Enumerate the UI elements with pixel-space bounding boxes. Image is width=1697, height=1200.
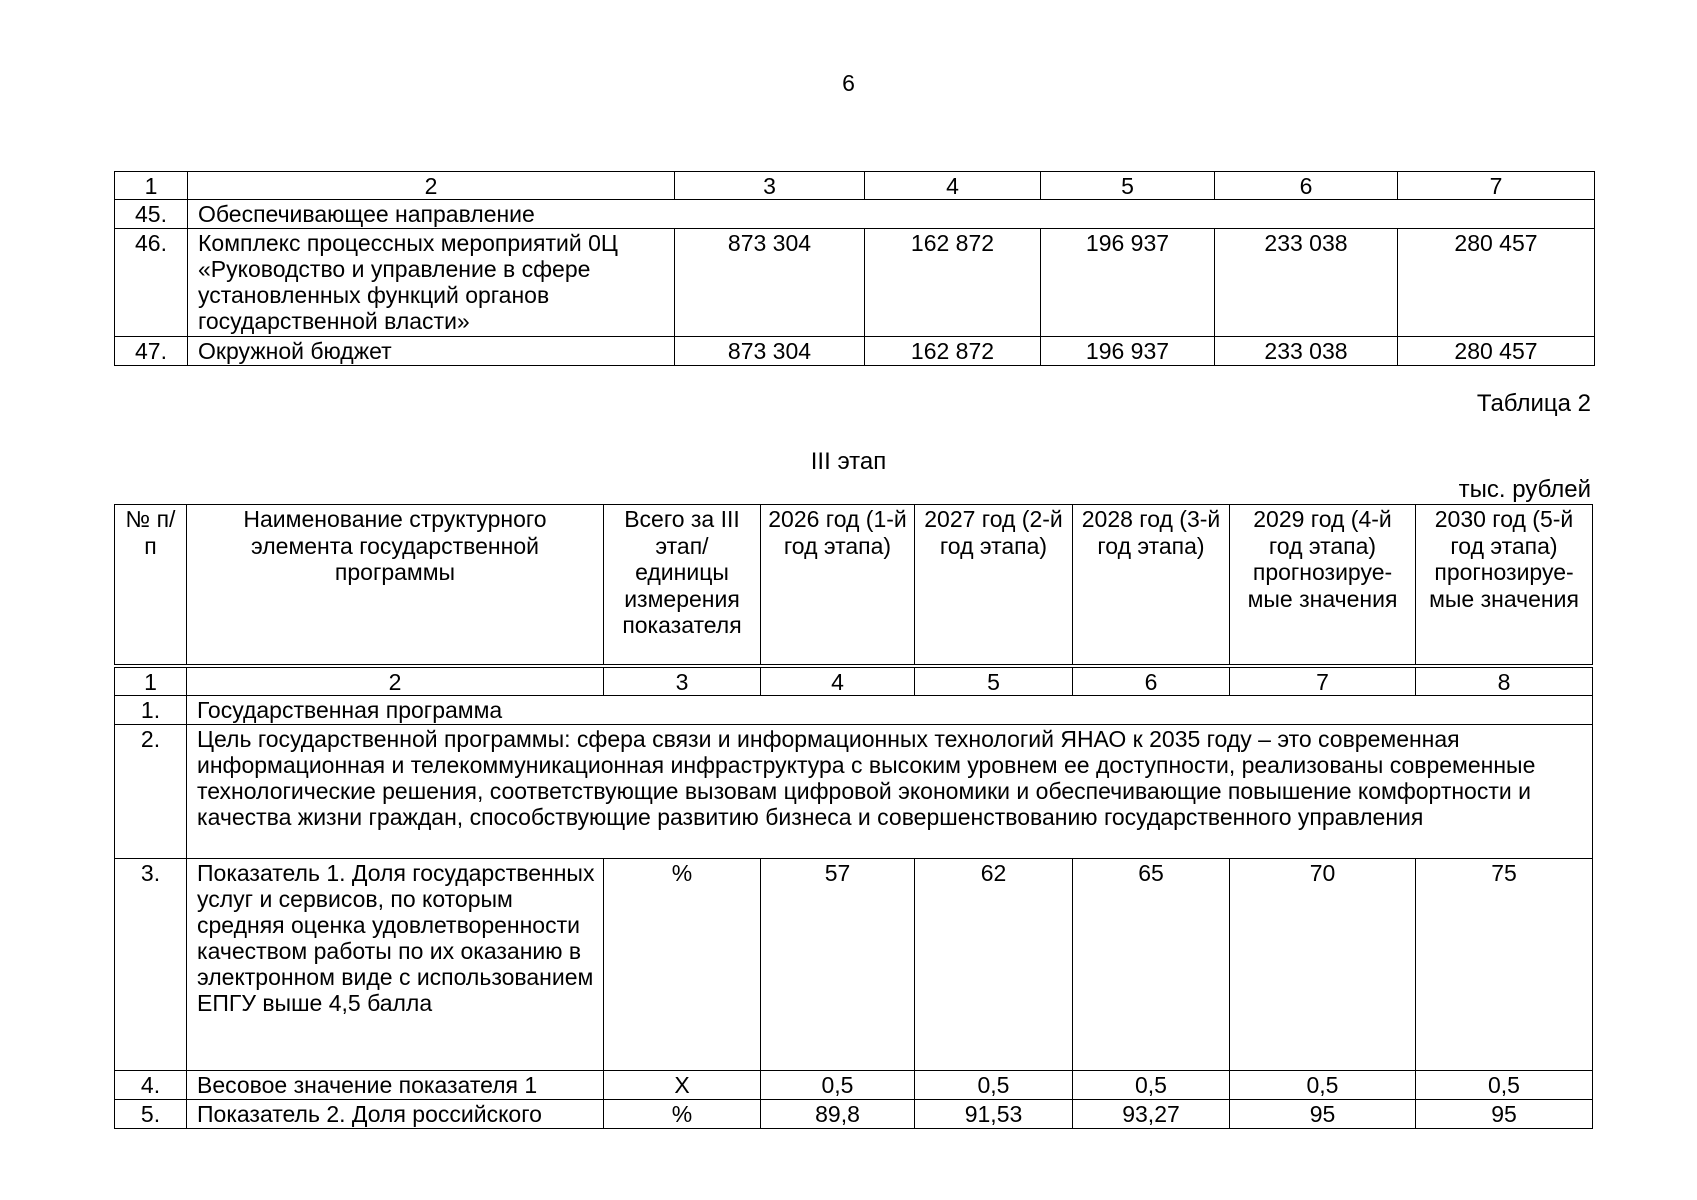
value-cell: 0,5 xyxy=(1416,1071,1593,1100)
row-number: 1. xyxy=(115,696,187,725)
row-number: 4. xyxy=(115,1071,187,1100)
header-cell: 6 xyxy=(1215,172,1398,200)
value-cell: 233 038 xyxy=(1215,337,1398,366)
value-cell: 0,5 xyxy=(1230,1071,1416,1100)
column-number: 3 xyxy=(604,668,761,696)
program-label: Государственная программа xyxy=(187,696,1593,725)
row-number: 5. xyxy=(115,1100,187,1129)
value-cell: 57 xyxy=(761,859,915,1071)
table-row xyxy=(115,1071,1593,1100)
table-row xyxy=(115,696,1593,725)
value-cell: 162 872 xyxy=(865,337,1041,366)
value-cell: 196 937 xyxy=(1041,229,1215,337)
table-row xyxy=(115,725,1593,859)
table-stage-iii-header xyxy=(114,504,1593,665)
row-number: 45. xyxy=(115,200,188,229)
value-cell: 280 457 xyxy=(1398,337,1595,366)
value-cell: 0,5 xyxy=(915,1071,1073,1100)
column-number: 6 xyxy=(1073,668,1230,696)
header-cell-2028: 2028 год (3-й год этапа) xyxy=(1073,505,1230,665)
column-number: 5 xyxy=(915,668,1073,696)
header-cell-number: № п/п xyxy=(115,505,187,665)
header-cell: 5 xyxy=(1041,172,1215,200)
value-cell: 91,53 xyxy=(915,1100,1073,1129)
value-cell: 89,8 xyxy=(761,1100,915,1129)
header-cell-2026: 2026 год (1-й год этапа) xyxy=(761,505,915,665)
table-row xyxy=(115,859,1593,1071)
value-cell: 233 038 xyxy=(1215,229,1398,337)
header-cell-2027: 2027 год (2-й год этапа) xyxy=(915,505,1073,665)
stage-title: III этап xyxy=(810,448,887,475)
value-cell: 75 xyxy=(1416,859,1593,1071)
units-label: тыс. рублей xyxy=(1458,476,1591,503)
column-number: 1 xyxy=(115,668,187,696)
goal-text: Цель государственной программы: сфера связи и информационных технологий ЯНАО к 2035 году – это современная информационная и телекоммуникационная инфраструктура с высоким уровнем ее доступности, реализованы современные технологические решения, соответствующие вызовам цифровой экономики и обеспечивающие повышение комфортности и качества жизни граждан, способствующие развитию бизнеса и совершенствованию государственного управления xyxy=(187,725,1593,859)
table-row xyxy=(115,1100,1593,1129)
row-name: Окружной бюджет xyxy=(188,337,675,366)
value-cell: 95 xyxy=(1416,1100,1593,1129)
table-caption: Таблица 2 xyxy=(1476,390,1591,417)
value-cell: 95 xyxy=(1230,1100,1416,1129)
value-cell: 0,5 xyxy=(761,1071,915,1100)
unit-cell: Х xyxy=(604,1071,761,1100)
header-cell-2029: 2029 год (4-й год этапа) прогнозируе-мые значения xyxy=(1230,505,1416,665)
header-row xyxy=(115,505,1593,665)
column-number: 7 xyxy=(1230,668,1416,696)
row-name: Комплекс процессных мероприятий 0Ц «Руководство и управление в сфере установленных функций органов государственной власти» xyxy=(188,229,675,337)
column-number: 8 xyxy=(1416,668,1593,696)
column-number: 4 xyxy=(761,668,915,696)
header-cell: 1 xyxy=(115,172,188,200)
value-cell: 873 304 xyxy=(675,337,865,366)
row-name: Показатель 1. Доля государственных услуг и сервисов, по которым средняя оценка удовлетворенности качеством работы по их оказанию в электронном виде с использованием ЕПГУ выше 4,5 балла xyxy=(187,859,604,1071)
row-number: 46. xyxy=(115,229,188,337)
unit-cell: % xyxy=(604,1100,761,1129)
value-cell: 93,27 xyxy=(1073,1100,1230,1129)
column-number-row xyxy=(115,668,1593,696)
page-number: 6 xyxy=(842,70,855,96)
row-number: 2. xyxy=(115,725,187,859)
value-cell: 70 xyxy=(1230,859,1416,1071)
column-number-row xyxy=(115,172,1595,200)
header-cell: 7 xyxy=(1398,172,1595,200)
header-cell: 4 xyxy=(865,172,1041,200)
value-cell: 62 xyxy=(915,859,1073,1071)
table-stage-iii xyxy=(114,667,1593,1129)
row-name: Весовое значение показателя 1 xyxy=(187,1071,604,1100)
value-cell: 0,5 xyxy=(1073,1071,1230,1100)
table-stage-ii-continuation xyxy=(114,171,1595,366)
value-cell: 196 937 xyxy=(1041,337,1215,366)
header-cell: 2 xyxy=(188,172,675,200)
table-row xyxy=(115,200,1595,229)
table-row xyxy=(115,337,1595,366)
column-number: 2 xyxy=(187,668,604,696)
row-number: 3. xyxy=(115,859,187,1071)
table-row xyxy=(115,229,1595,337)
unit-cell: % xyxy=(604,859,761,1071)
row-number: 47. xyxy=(115,337,188,366)
header-cell-name: Наименование структурного элемента государственной программы xyxy=(187,505,604,665)
header-cell-total: Всего за III этап/ единицы измерения показателя xyxy=(604,505,761,665)
row-name: Показатель 2. Доля российского xyxy=(187,1100,604,1129)
header-cell: 3 xyxy=(675,172,865,200)
section-label: Обеспечивающее направление xyxy=(188,200,1595,229)
header-cell-2030: 2030 год (5-й год этапа) прогнозируе-мые значения xyxy=(1416,505,1593,665)
value-cell: 873 304 xyxy=(675,229,865,337)
value-cell: 65 xyxy=(1073,859,1230,1071)
value-cell: 162 872 xyxy=(865,229,1041,337)
value-cell: 280 457 xyxy=(1398,229,1595,337)
